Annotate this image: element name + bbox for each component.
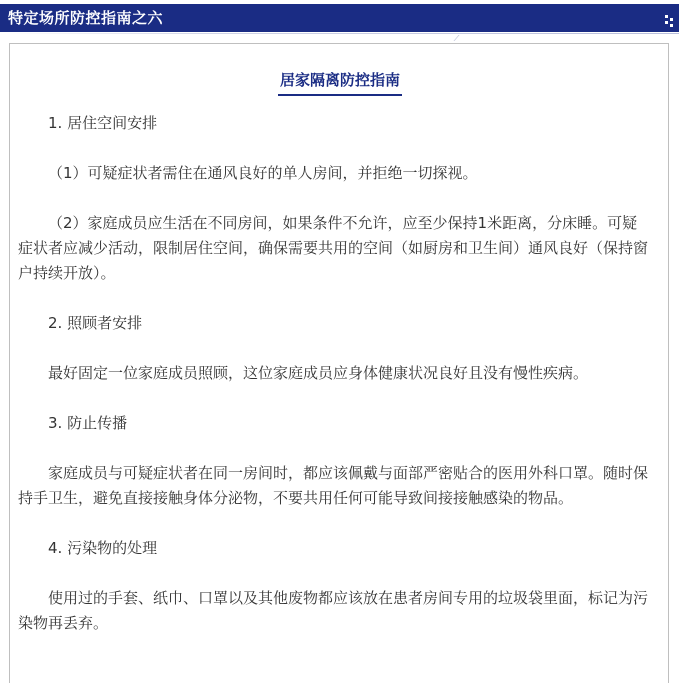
section-heading-prevention: 3. 防止传播	[48, 414, 128, 432]
section-heading-waste: 4. 污染物的处理	[48, 539, 158, 557]
article-body	[18, 111, 650, 661]
corner-dots-icon	[665, 15, 677, 29]
section-title: 特定场所防控指南之六	[8, 9, 164, 27]
section-header-bar	[0, 4, 679, 32]
paragraph-single-room: （1）可疑症状者需住在通风良好的单人房间，并拒绝一切探视。	[48, 164, 478, 182]
paragraph-family-separation: （2）家庭成员应生活在不同房间，如果条件不允许，应至少保持1米距离，分床睡。可疑症状者应减少活动，限制居住空间，确保需要共用的空间（如厨房和卫生间）通风良好（保持窗户持续开放）。	[18, 214, 649, 282]
header-divider	[0, 33, 679, 34]
article-container	[9, 43, 669, 683]
divider-tick-mark	[453, 35, 467, 41]
section-heading-living-space: 1. 居住空间安排	[48, 114, 158, 132]
paragraph-waste: 使用过的手套、纸巾、口罩以及其他废物都应该放在患者房间专用的垃圾袋里面，标记为污染物再丢弃。	[18, 589, 649, 632]
paragraph-prevention: 家庭成员与可疑症状者在同一房间时，都应该佩戴与面部严密贴合的医用外科口罩。随时保持手卫生，避免直接接触身体分泌物，不要共用任何可能导致间接接触感染的物品。	[18, 464, 649, 507]
article-title-text: 居家隔离防控指南	[278, 70, 402, 96]
article-title	[10, 70, 670, 96]
paragraph-caregiver: 最好固定一位家庭成员照顾，这位家庭成员应身体健康状况良好且没有慢性疾病。	[48, 364, 589, 382]
section-heading-caregiver: 2. 照顾者安排	[48, 314, 143, 332]
